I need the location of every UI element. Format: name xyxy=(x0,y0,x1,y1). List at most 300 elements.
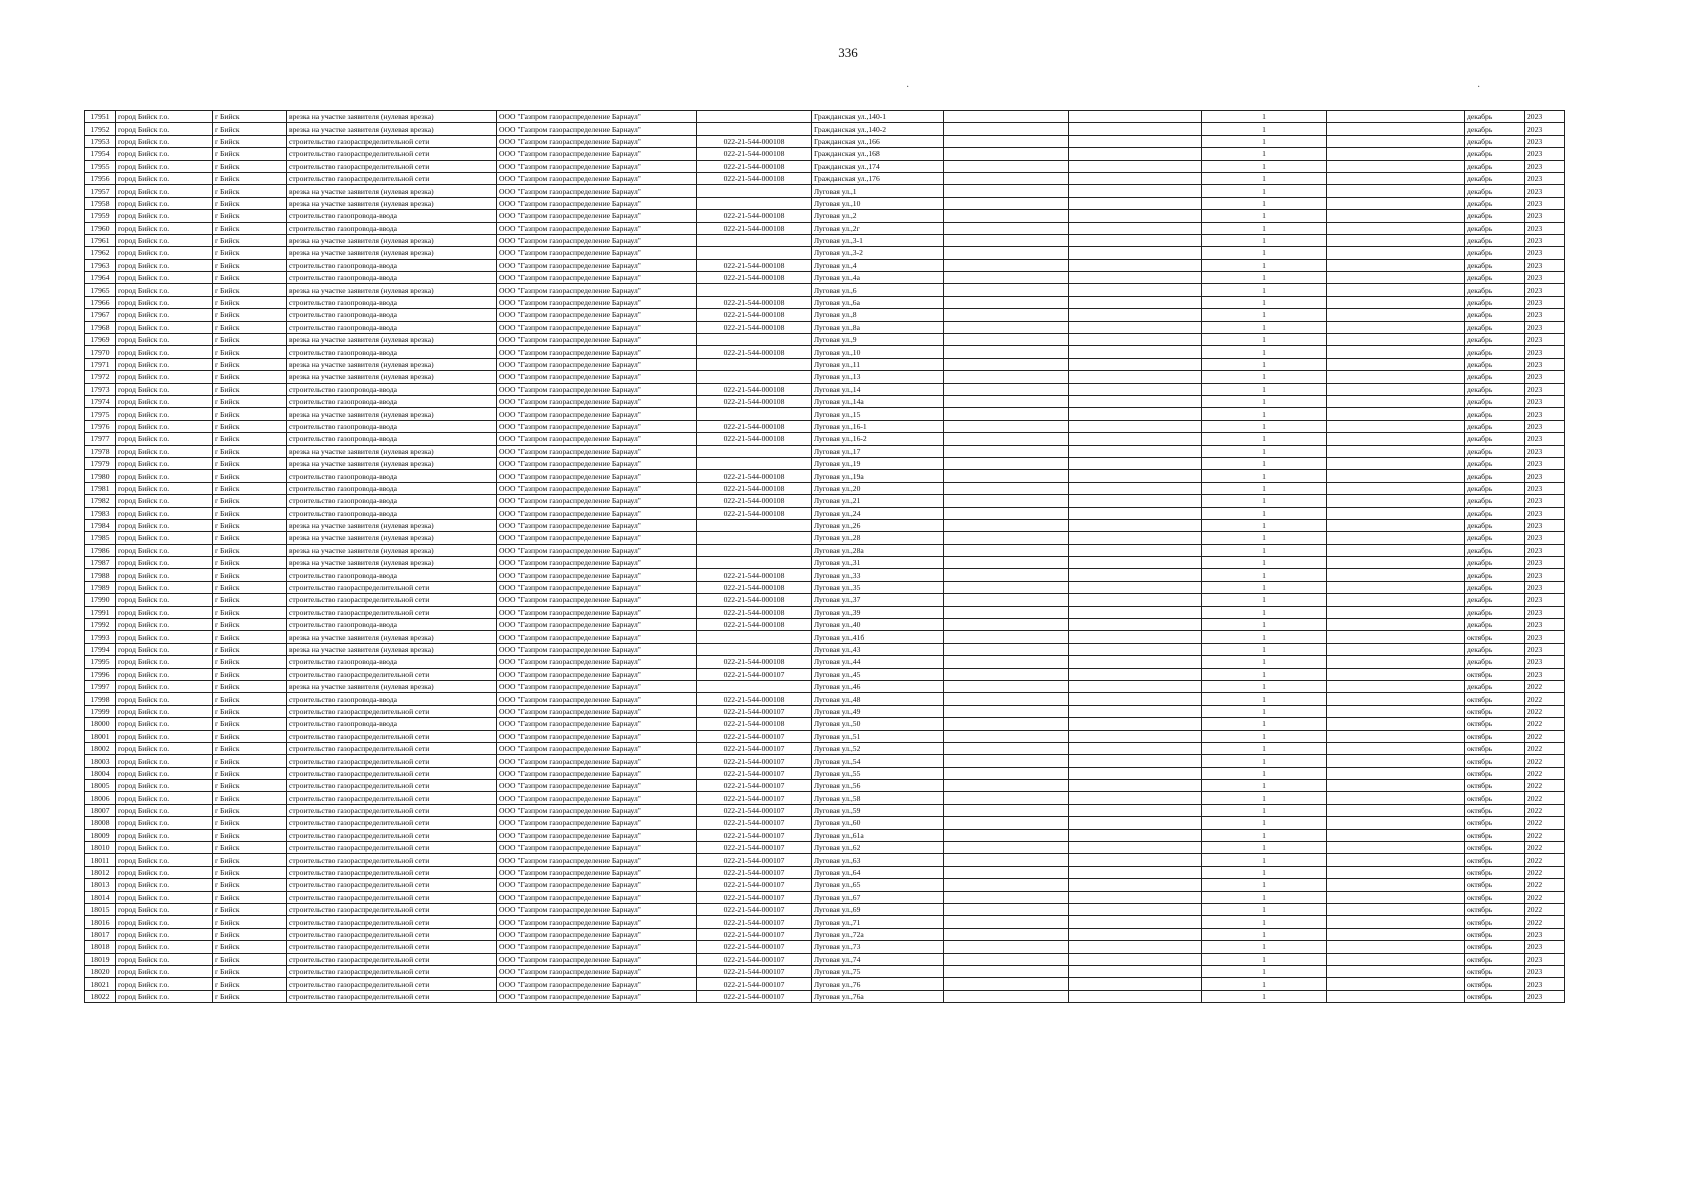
address-cell: Луговая ул.,17 xyxy=(812,445,944,457)
permit-number-cell xyxy=(697,185,812,197)
quantity-cell: 1 xyxy=(1202,507,1327,519)
year-cell: 2023 xyxy=(1525,581,1565,593)
locality-cell: г Бийск xyxy=(213,581,287,593)
work-type-cell: строительство газопровода-ввода xyxy=(287,656,497,668)
year-cell: 2022 xyxy=(1525,904,1565,916)
year-cell: 2023 xyxy=(1525,197,1565,209)
organization-cell: ООО "Газпром газораспределение Барнаул" xyxy=(497,210,697,222)
locality-cell: г Бийск xyxy=(213,904,287,916)
address-cell: Луговая ул.,14а xyxy=(812,395,944,407)
district-cell: город Бийск г.о. xyxy=(116,160,213,172)
empty-cell xyxy=(944,953,1069,965)
empty-cell xyxy=(1327,866,1465,878)
row-number-cell: 17995 xyxy=(85,656,116,668)
year-cell: 2023 xyxy=(1525,346,1565,358)
quantity-cell: 1 xyxy=(1202,928,1327,940)
district-cell: город Бийск г.о. xyxy=(116,470,213,482)
locality-cell: г Бийск xyxy=(213,532,287,544)
address-cell: Гражданская ул.,166 xyxy=(812,135,944,147)
district-cell: город Бийск г.о. xyxy=(116,544,213,556)
year-cell: 2023 xyxy=(1525,656,1565,668)
table-row xyxy=(85,135,1565,147)
year-cell: 2022 xyxy=(1525,755,1565,767)
district-cell: город Бийск г.о. xyxy=(116,705,213,717)
table-row xyxy=(85,916,1565,928)
quantity-cell: 1 xyxy=(1202,123,1327,135)
empty-cell xyxy=(944,928,1069,940)
permit-number-cell: 022-21-544-000108 xyxy=(697,495,812,507)
address-cell: Луговая ул.,8а xyxy=(812,321,944,333)
quantity-cell: 1 xyxy=(1202,420,1327,432)
district-cell: город Бийск г.о. xyxy=(116,668,213,680)
table-row xyxy=(85,123,1565,135)
work-type-cell: строительство газопровода-ввода xyxy=(287,395,497,407)
empty-cell xyxy=(944,904,1069,916)
year-cell: 2023 xyxy=(1525,978,1565,990)
organization-cell: ООО "Газпром газораспределение Барнаул" xyxy=(497,879,697,891)
year-cell: 2023 xyxy=(1525,259,1565,271)
table-row xyxy=(85,284,1565,296)
empty-cell xyxy=(1069,234,1202,246)
empty-cell xyxy=(944,507,1069,519)
permit-number-cell: 022-21-544-000108 xyxy=(697,148,812,160)
locality-cell: г Бийск xyxy=(213,470,287,482)
organization-cell: ООО "Газпром газораспределение Барнаул" xyxy=(497,148,697,160)
month-cell: декабрь xyxy=(1465,259,1525,271)
year-cell: 2023 xyxy=(1525,941,1565,953)
locality-cell: г Бийск xyxy=(213,680,287,692)
organization-cell: ООО "Газпром газораспределение Барнаул" xyxy=(497,334,697,346)
empty-cell xyxy=(1069,965,1202,977)
empty-cell xyxy=(1327,334,1465,346)
locality-cell: г Бийск xyxy=(213,148,287,160)
empty-cell xyxy=(1069,619,1202,631)
permit-number-cell: 022-21-544-000107 xyxy=(697,941,812,953)
organization-cell: ООО "Газпром газораспределение Барнаул" xyxy=(497,978,697,990)
work-type-cell: врезка на участке заявителя (нулевая врезка) xyxy=(287,185,497,197)
organization-cell: ООО "Газпром газораспределение Барнаул" xyxy=(497,668,697,680)
work-type-cell: врезка на участке заявителя (нулевая врезка) xyxy=(287,247,497,259)
row-number-cell: 18004 xyxy=(85,767,116,779)
month-cell: октябрь xyxy=(1465,990,1525,1002)
empty-cell xyxy=(944,978,1069,990)
permit-number-cell xyxy=(697,358,812,370)
month-cell: октябрь xyxy=(1465,866,1525,878)
permit-number-cell: 022-21-544-000107 xyxy=(697,829,812,841)
quantity-cell: 1 xyxy=(1202,804,1327,816)
empty-cell xyxy=(1327,606,1465,618)
empty-cell xyxy=(944,879,1069,891)
permit-number-cell: 022-21-544-000108 xyxy=(697,470,812,482)
district-cell: город Бийск г.о. xyxy=(116,978,213,990)
quantity-cell: 1 xyxy=(1202,470,1327,482)
work-type-cell: врезка на участке заявителя (нулевая врезка) xyxy=(287,532,497,544)
empty-cell xyxy=(1327,507,1465,519)
district-cell: город Бийск г.о. xyxy=(116,854,213,866)
quantity-cell: 1 xyxy=(1202,433,1327,445)
table-row xyxy=(85,866,1565,878)
empty-cell xyxy=(1327,284,1465,296)
empty-cell xyxy=(1069,755,1202,767)
table-row xyxy=(85,210,1565,222)
empty-cell xyxy=(944,309,1069,321)
table-row xyxy=(85,148,1565,160)
address-cell: Луговая ул.,21 xyxy=(812,495,944,507)
organization-cell: ООО "Газпром газораспределение Барнаул" xyxy=(497,817,697,829)
month-cell: декабрь xyxy=(1465,433,1525,445)
address-cell: Луговая ул.,40 xyxy=(812,619,944,631)
district-cell: город Бийск г.о. xyxy=(116,829,213,841)
row-number-cell: 17986 xyxy=(85,544,116,556)
year-cell: 2023 xyxy=(1525,272,1565,284)
empty-cell xyxy=(1327,309,1465,321)
work-type-cell: строительство газораспределительной сети xyxy=(287,866,497,878)
row-number-cell: 17961 xyxy=(85,234,116,246)
permit-number-cell xyxy=(697,371,812,383)
empty-cell xyxy=(944,210,1069,222)
quantity-cell: 1 xyxy=(1202,135,1327,147)
empty-cell xyxy=(944,197,1069,209)
organization-cell: ООО "Газпром газораспределение Барнаул" xyxy=(497,296,697,308)
locality-cell: г Бийск xyxy=(213,817,287,829)
table-row xyxy=(85,445,1565,457)
work-type-cell: врезка на участке заявителя (нулевая врезка) xyxy=(287,457,497,469)
empty-cell xyxy=(1069,532,1202,544)
work-type-cell: строительство газопровода-ввода xyxy=(287,420,497,432)
work-type-cell: строительство газопровода-ввода xyxy=(287,693,497,705)
empty-cell xyxy=(1327,408,1465,420)
empty-cell xyxy=(1327,532,1465,544)
work-type-cell: строительство газораспределительной сети xyxy=(287,953,497,965)
month-cell: октябрь xyxy=(1465,904,1525,916)
quantity-cell: 1 xyxy=(1202,606,1327,618)
organization-cell: ООО "Газпром газораспределение Барнаул" xyxy=(497,742,697,754)
row-number-cell: 17992 xyxy=(85,619,116,631)
year-cell: 2023 xyxy=(1525,420,1565,432)
district-cell: город Бийск г.о. xyxy=(116,631,213,643)
row-number-cell: 17976 xyxy=(85,420,116,432)
table-row xyxy=(85,111,1565,123)
quantity-cell: 1 xyxy=(1202,990,1327,1002)
empty-cell xyxy=(1327,470,1465,482)
month-cell: декабрь xyxy=(1465,569,1525,581)
locality-cell: г Бийск xyxy=(213,296,287,308)
work-type-cell: строительство газораспределительной сети xyxy=(287,160,497,172)
organization-cell: ООО "Газпром газораспределение Барнаул" xyxy=(497,507,697,519)
quantity-cell: 1 xyxy=(1202,941,1327,953)
address-cell: Луговая ул.,55 xyxy=(812,767,944,779)
permit-number-cell: 022-21-544-000108 xyxy=(697,321,812,333)
organization-cell: ООО "Газпром газораспределение Барнаул" xyxy=(497,718,697,730)
empty-cell xyxy=(1327,804,1465,816)
organization-cell: ООО "Газпром газораспределение Барнаул" xyxy=(497,222,697,234)
year-cell: 2023 xyxy=(1525,953,1565,965)
year-cell: 2023 xyxy=(1525,172,1565,184)
district-cell: город Бийск г.о. xyxy=(116,755,213,767)
permit-number-cell: 022-21-544-000108 xyxy=(697,395,812,407)
district-cell: город Бийск г.о. xyxy=(116,309,213,321)
month-cell: декабрь xyxy=(1465,346,1525,358)
row-number-cell: 18017 xyxy=(85,928,116,940)
organization-cell: ООО "Газпром газораспределение Барнаул" xyxy=(497,990,697,1002)
quantity-cell: 1 xyxy=(1202,693,1327,705)
quantity-cell: 1 xyxy=(1202,978,1327,990)
row-number-cell: 18002 xyxy=(85,742,116,754)
permit-number-cell xyxy=(697,123,812,135)
empty-cell xyxy=(1069,730,1202,742)
table-row xyxy=(85,470,1565,482)
year-cell: 2023 xyxy=(1525,371,1565,383)
month-cell: декабрь xyxy=(1465,519,1525,531)
district-cell: город Бийск г.о. xyxy=(116,891,213,903)
empty-cell xyxy=(1069,172,1202,184)
empty-cell xyxy=(1069,185,1202,197)
empty-cell xyxy=(1069,631,1202,643)
month-cell: декабрь xyxy=(1465,482,1525,494)
empty-cell xyxy=(1327,148,1465,160)
table-row xyxy=(85,346,1565,358)
work-type-cell: врезка на участке заявителя (нулевая врезка) xyxy=(287,284,497,296)
year-cell: 2023 xyxy=(1525,990,1565,1002)
quantity-cell: 1 xyxy=(1202,495,1327,507)
empty-cell xyxy=(1069,569,1202,581)
empty-cell xyxy=(1069,222,1202,234)
locality-cell: г Бийск xyxy=(213,854,287,866)
permit-number-cell: 022-21-544-000108 xyxy=(697,656,812,668)
year-cell: 2023 xyxy=(1525,482,1565,494)
year-cell: 2023 xyxy=(1525,532,1565,544)
locality-cell: г Бийск xyxy=(213,742,287,754)
row-number-cell: 17960 xyxy=(85,222,116,234)
work-type-cell: врезка на участке заявителя (нулевая врезка) xyxy=(287,544,497,556)
row-number-cell: 17959 xyxy=(85,210,116,222)
address-cell: Луговая ул.,61а xyxy=(812,829,944,841)
year-cell: 2023 xyxy=(1525,507,1565,519)
empty-cell xyxy=(944,247,1069,259)
empty-cell xyxy=(1327,656,1465,668)
organization-cell: ООО "Газпром газораспределение Барнаул" xyxy=(497,780,697,792)
table-row xyxy=(85,507,1565,519)
permit-number-cell xyxy=(697,111,812,123)
month-cell: декабрь xyxy=(1465,321,1525,333)
quantity-cell: 1 xyxy=(1202,866,1327,878)
permit-number-cell: 022-21-544-000108 xyxy=(697,482,812,494)
district-cell: город Бийск г.о. xyxy=(116,433,213,445)
empty-cell xyxy=(1069,854,1202,866)
permit-number-cell xyxy=(697,284,812,296)
address-cell: Луговая ул.,3-1 xyxy=(812,234,944,246)
permit-number-cell xyxy=(697,544,812,556)
year-cell: 2022 xyxy=(1525,780,1565,792)
year-cell: 2023 xyxy=(1525,495,1565,507)
work-type-cell: строительство газопровода-ввода xyxy=(287,346,497,358)
empty-cell xyxy=(1069,941,1202,953)
organization-cell: ООО "Газпром газораспределение Барнаул" xyxy=(497,842,697,854)
empty-cell xyxy=(1327,780,1465,792)
permit-number-cell: 022-21-544-000108 xyxy=(697,569,812,581)
locality-cell: г Бийск xyxy=(213,495,287,507)
work-type-cell: строительство газопровода-ввода xyxy=(287,482,497,494)
empty-cell xyxy=(944,866,1069,878)
district-cell: город Бийск г.о. xyxy=(116,928,213,940)
quantity-cell: 1 xyxy=(1202,705,1327,717)
work-type-cell: врезка на участке заявителя (нулевая врезка) xyxy=(287,445,497,457)
organization-cell: ООО "Газпром газораспределение Барнаул" xyxy=(497,185,697,197)
quantity-cell: 1 xyxy=(1202,718,1327,730)
empty-cell xyxy=(1327,259,1465,271)
permit-number-cell: 022-21-544-000108 xyxy=(697,507,812,519)
quantity-cell: 1 xyxy=(1202,321,1327,333)
table-row xyxy=(85,792,1565,804)
permit-number-cell: 022-21-544-000107 xyxy=(697,804,812,816)
district-cell: город Бийск г.о. xyxy=(116,594,213,606)
row-number-cell: 17967 xyxy=(85,309,116,321)
permit-number-cell: 022-21-544-000107 xyxy=(697,767,812,779)
permit-number-cell: 022-21-544-000107 xyxy=(697,755,812,767)
month-cell: октябрь xyxy=(1465,879,1525,891)
table-row xyxy=(85,804,1565,816)
quantity-cell: 1 xyxy=(1202,730,1327,742)
quantity-cell: 1 xyxy=(1202,544,1327,556)
year-cell: 2023 xyxy=(1525,135,1565,147)
table-row xyxy=(85,557,1565,569)
address-cell: Луговая ул.,64 xyxy=(812,866,944,878)
locality-cell: г Бийск xyxy=(213,941,287,953)
work-type-cell: врезка на участке заявителя (нулевая врезка) xyxy=(287,631,497,643)
table-row xyxy=(85,433,1565,445)
month-cell: декабрь xyxy=(1465,594,1525,606)
row-number-cell: 18007 xyxy=(85,804,116,816)
work-type-cell: врезка на участке заявителя (нулевая врезка) xyxy=(287,643,497,655)
organization-cell: ООО "Газпром газораспределение Барнаул" xyxy=(497,854,697,866)
quantity-cell: 1 xyxy=(1202,891,1327,903)
empty-cell xyxy=(1327,383,1465,395)
organization-cell: ООО "Газпром газораспределение Барнаул" xyxy=(497,581,697,593)
empty-cell xyxy=(1327,581,1465,593)
locality-cell: г Бийск xyxy=(213,965,287,977)
organization-cell: ООО "Газпром газораспределение Барнаул" xyxy=(497,532,697,544)
quantity-cell: 1 xyxy=(1202,172,1327,184)
month-cell: декабрь xyxy=(1465,532,1525,544)
district-cell: город Бийск г.о. xyxy=(116,730,213,742)
year-cell: 2023 xyxy=(1525,383,1565,395)
month-cell: декабрь xyxy=(1465,135,1525,147)
permit-number-cell xyxy=(697,680,812,692)
district-cell: город Бийск г.о. xyxy=(116,148,213,160)
row-number-cell: 17977 xyxy=(85,433,116,445)
empty-cell xyxy=(944,272,1069,284)
empty-cell xyxy=(1327,210,1465,222)
work-type-cell: строительство газопровода-ввода xyxy=(287,309,497,321)
address-cell: Луговая ул.,58 xyxy=(812,792,944,804)
empty-cell xyxy=(1327,346,1465,358)
month-cell: декабрь xyxy=(1465,210,1525,222)
address-cell: Луговая ул.,4а xyxy=(812,272,944,284)
district-cell: город Бийск г.о. xyxy=(116,718,213,730)
organization-cell: ООО "Газпром газораспределение Барнаул" xyxy=(497,705,697,717)
empty-cell xyxy=(944,594,1069,606)
table-row xyxy=(85,965,1565,977)
empty-cell xyxy=(1069,594,1202,606)
year-cell: 2022 xyxy=(1525,767,1565,779)
quantity-cell: 1 xyxy=(1202,904,1327,916)
locality-cell: г Бийск xyxy=(213,953,287,965)
table-row xyxy=(85,309,1565,321)
quantity-cell: 1 xyxy=(1202,197,1327,209)
district-cell: город Бийск г.о. xyxy=(116,420,213,432)
empty-cell xyxy=(1327,693,1465,705)
empty-cell xyxy=(1327,111,1465,123)
address-cell: Луговая ул.,48 xyxy=(812,693,944,705)
empty-cell xyxy=(944,172,1069,184)
locality-cell: г Бийск xyxy=(213,445,287,457)
row-number-cell: 17979 xyxy=(85,457,116,469)
locality-cell: г Бийск xyxy=(213,172,287,184)
address-cell: Луговая ул.,59 xyxy=(812,804,944,816)
address-cell: Луговая ул.,1 xyxy=(812,185,944,197)
locality-cell: г Бийск xyxy=(213,879,287,891)
row-number-cell: 17958 xyxy=(85,197,116,209)
empty-cell xyxy=(1327,172,1465,184)
empty-cell xyxy=(1069,693,1202,705)
permit-number-cell: 022-21-544-000107 xyxy=(697,879,812,891)
table-row xyxy=(85,705,1565,717)
work-type-cell: строительство газораспределительной сети xyxy=(287,854,497,866)
address-cell: Луговая ул.,46 xyxy=(812,680,944,692)
locality-cell: г Бийск xyxy=(213,606,287,618)
organization-cell: ООО "Газпром газораспределение Барнаул" xyxy=(497,135,697,147)
locality-cell: г Бийск xyxy=(213,519,287,531)
quantity-cell: 1 xyxy=(1202,210,1327,222)
address-cell: Луговая ул.,63 xyxy=(812,854,944,866)
address-cell: Луговая ул.,54 xyxy=(812,755,944,767)
work-type-cell: врезка на участке заявителя (нулевая врезка) xyxy=(287,557,497,569)
month-cell: октябрь xyxy=(1465,742,1525,754)
quantity-cell: 1 xyxy=(1202,780,1327,792)
table-row xyxy=(85,680,1565,692)
month-cell: октябрь xyxy=(1465,767,1525,779)
address-cell: Луговая ул.,44 xyxy=(812,656,944,668)
empty-cell xyxy=(944,160,1069,172)
row-number-cell: 17971 xyxy=(85,358,116,370)
district-cell: город Бийск г.о. xyxy=(116,817,213,829)
locality-cell: г Бийск xyxy=(213,371,287,383)
address-cell: Луговая ул.,76 xyxy=(812,978,944,990)
empty-cell xyxy=(944,780,1069,792)
empty-cell xyxy=(1327,817,1465,829)
empty-cell xyxy=(1069,519,1202,531)
empty-cell xyxy=(944,371,1069,383)
locality-cell: г Бийск xyxy=(213,730,287,742)
locality-cell: г Бийск xyxy=(213,594,287,606)
permit-number-cell xyxy=(697,631,812,643)
organization-cell: ООО "Газпром газораспределение Барнаул" xyxy=(497,953,697,965)
year-cell: 2022 xyxy=(1525,916,1565,928)
organization-cell: ООО "Газпром газораспределение Барнаул" xyxy=(497,445,697,457)
empty-cell xyxy=(944,631,1069,643)
address-cell: Луговая ул.,15 xyxy=(812,408,944,420)
address-cell: Луговая ул.,6 xyxy=(812,284,944,296)
district-cell: город Бийск г.о. xyxy=(116,606,213,618)
organization-cell: ООО "Газпром газораспределение Барнаул" xyxy=(497,594,697,606)
permit-number-cell: 022-21-544-000108 xyxy=(697,433,812,445)
permit-number-cell: 022-21-544-000108 xyxy=(697,160,812,172)
district-cell: город Бийск г.о. xyxy=(116,619,213,631)
row-number-cell: 17963 xyxy=(85,259,116,271)
empty-cell xyxy=(1069,581,1202,593)
quantity-cell: 1 xyxy=(1202,371,1327,383)
district-cell: город Бийск г.о. xyxy=(116,395,213,407)
